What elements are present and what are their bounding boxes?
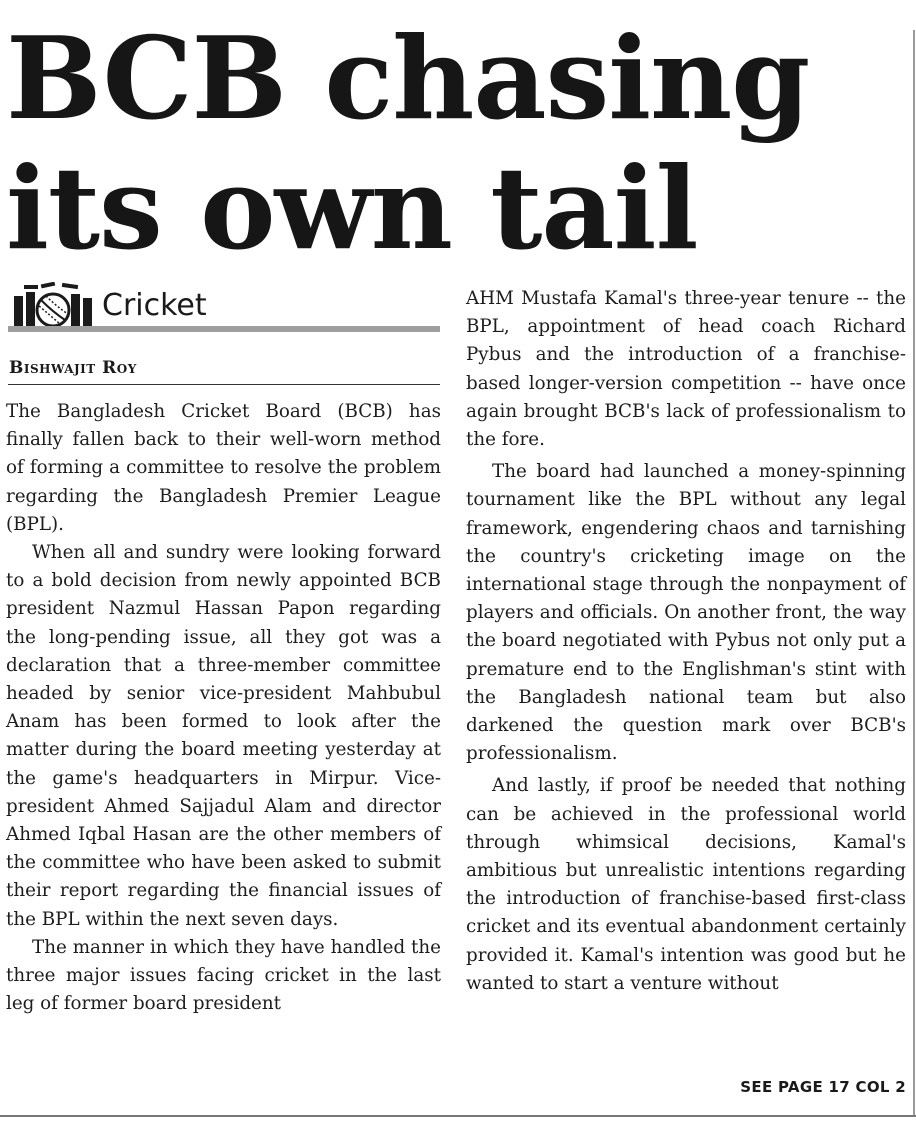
section-rule bbox=[8, 326, 440, 332]
paragraph: The board had launched a money-spinning tournament like the BPL without any legal framework, engendering chaos and tarnishing the country's cricketing image on the international stage through the nonpayment of players and officials. On another front, the way the board negotiated with Pybus not only put a premature end to the Englishman's stint with the Bangladesh national team but also darkened the question mark over BCB's professionalism. bbox=[466, 461, 906, 765]
headline-line-1: BCB chasing bbox=[6, 12, 810, 145]
paragraph: AHM Mustafa Kamal's three-year tenure -- the BPL, appointment of head coach Richard Pybus and the introduction of a franchise-based longer-version competition -- have once again brought BCB's lack of professionalism to the fore. bbox=[466, 288, 906, 451]
headline bbox=[6, 14, 906, 274]
column-divider-rule bbox=[913, 30, 915, 1115]
cricket-ball-wickets-icon bbox=[8, 282, 94, 326]
paragraph: The manner in which they have handled the three major issues facing cricket in the last leg of former board president bbox=[6, 936, 441, 1015]
paragraph: When all and sundry were looking forward to a bold decision from newly appointed BCB president Nazmul Hassan Papon regarding the long-pending issue, all they got was a declaration that a three-member committee headed by senior vice-president Mahbubul Anam has been formed to look after the matter during the board meeting yesterday at the game's headquarters in Mirpur. Vice-president Ahmed Sajjadul Alam and director Ahmed Iqbal Hasan are the other members of the committee who have been asked to submit their report regarding the financial issues of the BPL within the next seven days. bbox=[6, 542, 441, 930]
byline-rule bbox=[8, 384, 440, 385]
article-column-left bbox=[6, 398, 441, 1018]
paragraph: And lastly, if proof be needed that nothing can be achieved in the professional world through whimsical decisions, Kamal's ambitious but unrealistic intentions regarding the introduction of franchise-based first-class cricket and its eventual abandonment certainly provided it. Kamal's intention was good but he wanted to start a venture without bbox=[466, 775, 906, 994]
continued-on-page-jump: SEE PAGE 17 COL 2 bbox=[740, 1078, 906, 1096]
headline-line-2: its own tail bbox=[6, 142, 698, 275]
section-label: Cricket bbox=[102, 288, 207, 323]
article-column-right bbox=[466, 285, 906, 998]
byline: Bishwajit Roy bbox=[9, 358, 137, 378]
section-tag bbox=[8, 282, 440, 326]
bottom-rule bbox=[0, 1115, 916, 1117]
paragraph: The Bangladesh Cricket Board (BCB) has finally fallen back to their well-worn method of forming a committee to resolve the problem regarding the Bangladesh Premier League (BPL). bbox=[6, 401, 441, 535]
